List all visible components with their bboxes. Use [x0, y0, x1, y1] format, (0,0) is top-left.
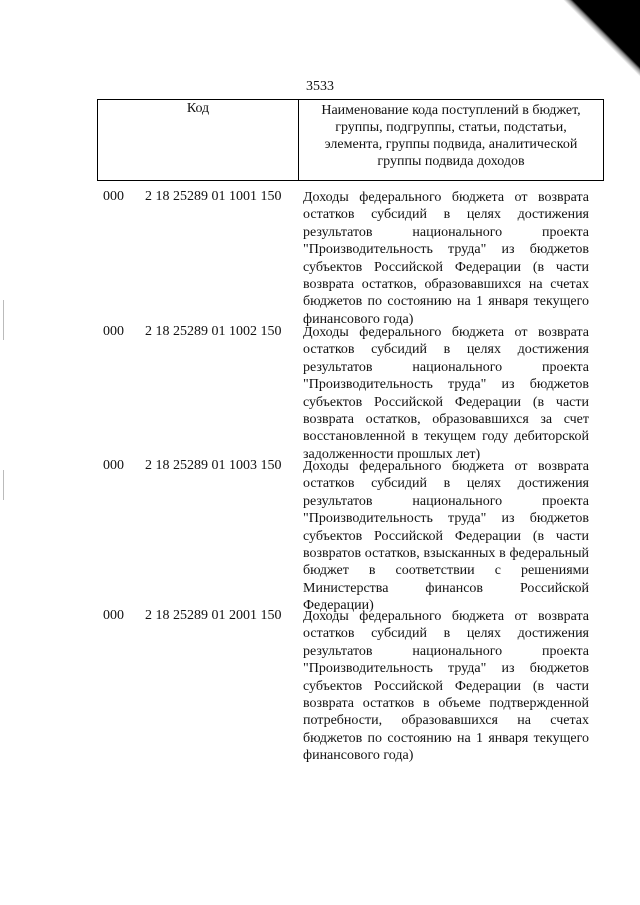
page-corner-fold: [560, 0, 640, 80]
admin-code: 000: [103, 458, 124, 473]
revenue-description: Доходы федерального бюджета от возврата остатков субсидий в целях достижения результатов национального проекта "Производительность труда" из бюджетов субъектов Российской Федерации (в части возврата остатков, образовавшихся на счетах бюджетов по состоянию на 1 января текущего финансового года): [303, 190, 589, 327]
scan-artifact: [3, 470, 4, 500]
page-number: 3533: [306, 79, 334, 94]
revenue-description: Доходы федерального бюджета от возврата остатков субсидий в целях достижения результатов национального проекта "Производительность труда" из бюджетов субъектов Российской Федерации (в части возврата остатков в объеме подтвержденной потребности, образовавшихся на счетах бюджетов по состоянию на 1 января текущего финансового года): [303, 609, 589, 764]
revenue-description: Доходы федерального бюджета от возврата остатков субсидий в целях достижения результатов национального проекта "Производительность труда" из бюджетов субъектов Российской Федерации (в части возвратов остатков, взысканных в федеральный бюджет в соответствии с решениями Министерства финансов Российской Федерации): [303, 459, 589, 614]
revenue-code: 2 18 25289 01 1001 150: [145, 189, 282, 204]
revenue-description: Доходы федерального бюджета от возврата остатков субсидий в целях достижения результатов национального проекта "Производительность труда" из бюджетов субъектов Российской Федерации (в части возврата остатков, образовавшихся за счет восстановленной в текущем году дебиторской задолженности прошлых лет): [303, 325, 589, 462]
revenue-code: 2 18 25289 01 2001 150: [145, 608, 282, 623]
revenue-code: 2 18 25289 01 1002 150: [145, 324, 282, 339]
revenue-code: 2 18 25289 01 1003 150: [145, 458, 282, 473]
header-name-cell: Наименование кода поступлений в бюджет, группы, подгруппы, статьи, подстатьи, элемента, группы подвида, аналитической группы подвида доходов: [321, 103, 581, 169]
table-header: [97, 99, 604, 181]
scan-artifact: [3, 300, 4, 340]
admin-code: 000: [103, 189, 124, 204]
admin-code: 000: [103, 324, 124, 339]
header-code-cell: Код: [98, 100, 299, 180]
admin-code: 000: [103, 608, 124, 623]
